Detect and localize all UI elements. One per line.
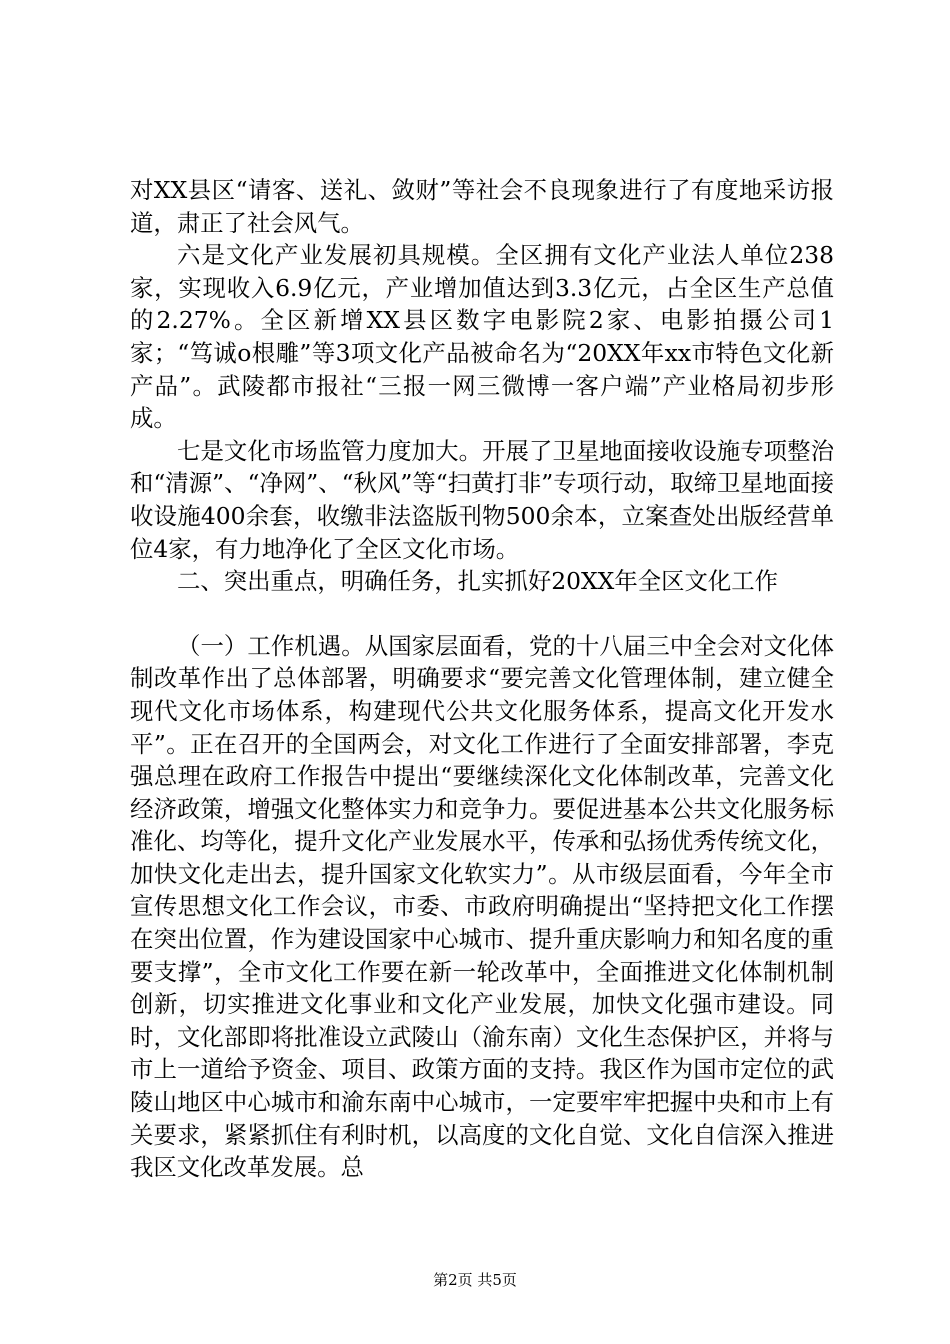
page-number-footer: 第2页 共5页: [433, 1271, 517, 1289]
section-heading: 二、突出重点，明确任务，扎实抓好20XX年全区文化工作: [177, 567, 779, 596]
paragraph-item-six: 六是文化产业发展初具规模。全区拥有文化产业法人单位238家，实现收入6.9亿元，产业增加值达到3.3亿元，占全区生产总值的2.27%。全区新增XX县区数字电影院2家、电影拍摄公司1家；“笃诚o根雕”等3项文化产品被命名为“20XX年xx市特色文化新产品”。武陵都市报社“三报一网三微博一客户端”产业格局初步形成。: [130, 241, 834, 433]
paragraph-work-opportunity: （一）工作机遇。从国家层面看，党的十八届三中全会对文化体制改革作出了总体部署，明确要求“要完善文化管理体制，建立健全现代文化市场体系，构建现代公共文化服务体系，提高文化开发水平”。正在召开的全国两会，对文化工作进行了全面安排部署，李克强总理在政府工作报告中提出“要继续深化文化体制改革，完善文化经济政策，增强文化整体实力和竞争力。要促进基本公共文化服务标准化、均等化，提升文化产业发展水平，传承和弘扬优秀传统文化，加快文化走出去，提升国家文化软实力”。从市级层面看，今年全市宣传思想文化工作会议，市委、市政府明确提出“坚持把文化工作摆在突出位置，作为建设国家中心城市、提升重庆影响力和知名度的重要支撑”，全市文化工作要在新一轮改革中，全面推进文化体制机制创新，切实推进文化事业和文化产业发展，加快文化强市建设。同时，文化部即将批准设立武陵山（渝东南）文化生态保护区，并将与市上一道给予资金、项目、政策方面的支持。我区作为国市定位的武陵山地区中心城市和渝东南中心城市，一定要牢牢把握中央和市上有关要求，紧紧抓住有利时机，以高度的文化自觉、文化自信深入推进我区文化改革发展。总: [130, 631, 834, 1182]
document-body: [130, 174, 834, 1184]
paragraph-item-seven: 七是文化市场监管力度加大。开展了卫星地面接收设施专项整治和“清源”、“净网”、“秋风”等“扫黄打非”专项行动，取缔卫星地面接收设施400余套，收缴非法盗版刊物500余本，立案查处出版经营单位4家，有力地净化了全区文化市场。: [130, 436, 834, 563]
paragraph-continuation: 对XX县区“请客、送礼、敛财”等社会不良现象进行了有度地采访报道，肃正了社会风气。: [130, 176, 834, 237]
